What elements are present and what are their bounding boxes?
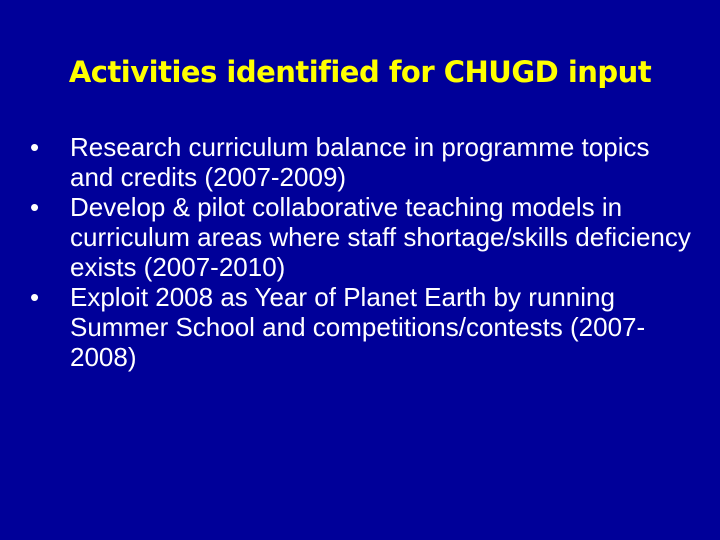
bullet-list — [30, 132, 700, 372]
bullet-icon: • — [30, 132, 40, 162]
bullet-icon: • — [30, 282, 40, 312]
bullet-item-develop — [30, 192, 700, 282]
slide-title: Activities identified for CHUGD input — [68, 55, 652, 89]
bullet-item-exploit — [30, 282, 700, 372]
bullet-text: Research curriculum balance in programme topics and credits (2007-2009) — [70, 132, 650, 192]
bullet-text: Develop & pilot collaborative teaching models in curriculum areas where staff shortage/skills deficiency exists (2007-2010) — [70, 192, 691, 282]
bullet-item-research — [30, 132, 700, 192]
bullet-icon: • — [30, 192, 40, 222]
bullet-text: Exploit 2008 as Year of Planet Earth by running Summer School and competitions/contests (2007-2008) — [70, 282, 646, 372]
